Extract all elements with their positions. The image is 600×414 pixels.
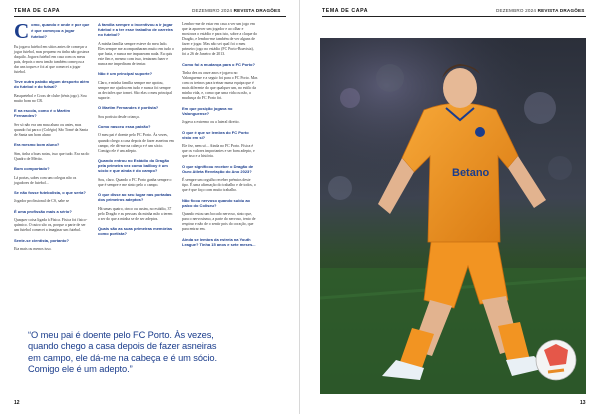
interview-answer: Claro, e minha família sempre me apoiou, sempre me ajudou em tudo e nunca foi sempre as decisões que tomei. São elas o meu principal suporte.: [98, 80, 173, 100]
drop-cap: C: [14, 19, 30, 43]
interview-question: Como foi a mudança para o FC Porto?: [182, 61, 255, 67]
article-column-2: [98, 22, 174, 257]
interview-question: omo, quando e onde e por que é que começou a jogar futebol?: [31, 22, 90, 40]
right-page-header: [322, 8, 368, 14]
interview-answer: [14, 19, 90, 43]
interview-question: Em que posição jogava no Valonguense?: [182, 105, 233, 116]
interview-answer: Quando estou um bocado nervoso, sinto que, para o nervosismo, a parte do nervoso, tento de respirar e não de o sentir pois do coração, que para entrar em.: [182, 212, 256, 232]
interview-answer: Jogador profissional de CS, sabe se: [14, 199, 70, 204]
interview-question: O que disse ao seu lugar nas portadas dos primeiros adeptos?: [98, 192, 172, 203]
section-label: TEMA DE CAPA: [14, 8, 61, 14]
interview-question: Sente-se cientista, portanto?: [14, 237, 69, 243]
magazine-name: REVISTA DRAGÕES: [233, 8, 281, 13]
interview-question: O Martim Fernandes é portista?: [98, 105, 159, 111]
interview-answer: Sou, claro. Quando o FC Porto ganha sempre o que é sempre e me sinto pelo o campo.: [98, 177, 172, 187]
interview-question: Não é um principal suporte?: [98, 71, 153, 77]
interview-answer: Sim, tinha a boas notas, isso que tudo. Era na do Quadro de Mérito.: [14, 151, 90, 161]
header-rule-right: [322, 16, 586, 17]
interview-answer: Eu jogava futebol em sítios antes de começar a jogar futebol, mas pequeno eu tinha não gostava daquilo. Jogava futebol em casa com os meus pais, depois o meu irmão também começou a dar uns toques e foi aí que comecei a jogar futebol.: [14, 44, 90, 74]
header-rule: [14, 16, 286, 17]
interview-answer: Basquetebol e Cross de clube (ténis jogo). Sou muito bom no CR.: [14, 93, 87, 103]
player-photo-illustration: [320, 38, 586, 394]
interview-answer: Sou portista desde criança.: [98, 114, 140, 119]
pull-quote: “O meu pai é doente pelo FC Porto. Às vezes, quando chego a casa depois de fazer asneiras em campo, ele dá-me na cabeça e é um sócio. Comigo ele é um adepto.”: [28, 330, 217, 375]
interview-question: É uma profissão mais a sério?: [14, 208, 72, 214]
interview-question: Teve outra paixão algum desporto além do futebol e do futsal?: [14, 79, 90, 90]
issue-date-right: DEZEMBRO 2024: [496, 8, 537, 13]
sponsor-logo: Betano: [452, 167, 490, 179]
interview-answer: É sempre um orgulho receber prémios deste tipo. É uma afirmação do trabalho e de todos, o que é que faço com muito trabalho.: [182, 178, 256, 193]
player-photo: [320, 38, 586, 394]
interview-question: O que significou receber o Dragão de Ouro Atleta Revelação do Ano 2023?: [182, 163, 254, 174]
left-page-header: [14, 8, 60, 14]
interview-answer: A minha família sempre esteve do meu lado. Eles sempre me acompanharam muito em tudo o que fazia, e nunca me impuseram nada. Eu quis este fim e, mesmo com isso, tentaram fazer e nunca me impediram de tentar.: [98, 41, 174, 66]
football: [536, 340, 576, 380]
interview-question: Não ficou nervoso quando subiu ao palco do Coliseu?: [182, 197, 251, 208]
interview-question: Bom comportado?: [14, 166, 50, 172]
interview-question: A família sempre o incentivou a ir jogar futebol e a ter esse trabalho de carreira no futebol?: [98, 22, 173, 38]
interview-answer: Jogava a extremo ou a lateral direito.: [182, 120, 240, 125]
interview-answer: Eia mais ou menos isso.: [14, 247, 52, 252]
interview-question: Se não fosse futebolista, o que seria?: [14, 190, 86, 196]
interview-question: O que é que se lembra do FC Porto visto em si?: [182, 129, 249, 140]
player-head: [443, 68, 477, 108]
interview-question: Ainda se lembra da estreia na Youth League? Tinha 15 anos e sete meses...: [182, 236, 256, 247]
interview-answer: Lembro-me de estar em casa a ver um jogo em que ia aparecer um jogador e ao olhar e mostrava o estádio e para isto, sobre a claque do Dragão, e lembro-me também de ver alguns de fazer e jogar. Mas não sei qual foi o meu primeiro jogo no estádio (FC Porto-Boavista), foi a 26 de Janeiro de 2013.: [182, 22, 258, 57]
article-columns: [14, 19, 258, 257]
page-number-left: 12: [14, 400, 20, 406]
interview-answer: Ser só não era um mau aluno ou antes, mas quando fui para o (Colégio) São Tomé da Santa de Santa um bom aluno: [14, 122, 88, 137]
magazine-name-right: REVISTA DRAGÕES: [537, 8, 585, 13]
left-page-issue: [192, 8, 281, 13]
interview-question: Quando entrou no Estádio do Dragão pela primeira vez como ballboy é um sócio e que ainda é do campo?: [98, 158, 170, 174]
interview-answer: Quaquer coisa ligada à Física. Física foi físico-químico. O outro são os, porque a parte de ser um futebol comecei a imaginar um futebol.: [14, 218, 88, 233]
article-column-3: [182, 22, 258, 257]
interview-answer: Tinha dez ou onze anos e jogava no Valonguense e a seguir foi para o FC Porto. Mas com os treinos para treinar numa equipa que é mais diferente do que qualquer um, no estilo da minha vida, e, como que uma vida ou não, a mudança do FC Porto foi.: [182, 71, 258, 101]
page-number-right: 13: [580, 400, 586, 406]
interview-answer: Há umas quatro, cinco ou assim, no estádio, 37 pelo Dragão e as pessoas da minha mão a terem a ser do que a minha se de ser adeptos.: [98, 206, 173, 221]
interview-answer: Ele fez, nem só... Ainda no FC Porto. Física é que os valores importantes e ser bom adepto, e que isso e a história.: [182, 144, 255, 159]
section-label-right: TEMA DE CAPA: [322, 8, 369, 14]
interview-question: E na escola, como é o Martim Fernandes?: [14, 108, 71, 119]
interview-answer: O meu pai é doente pelo FC Porto. Às vezes, quando chego a casa depois de fazer asneiras em campo, ele dá-me na cabeça e é um sócio. Comigo ele é um adepto.: [98, 133, 174, 153]
issue-date: DEZEMBRO 2024: [192, 8, 233, 13]
interview-question: Como nasceu essa paixão?: [98, 124, 151, 130]
interview-question: Era mesmo bom aluno?: [14, 142, 60, 148]
club-crest: [475, 127, 485, 137]
interview-answer: Lá portas, sabes com um colegas não os jogadores de futebol...: [14, 175, 77, 185]
interview-question: Quais são as suas primeiras memórias como portista?: [98, 226, 173, 237]
article-column-1: [14, 19, 90, 257]
right-page-issue: [496, 8, 585, 13]
